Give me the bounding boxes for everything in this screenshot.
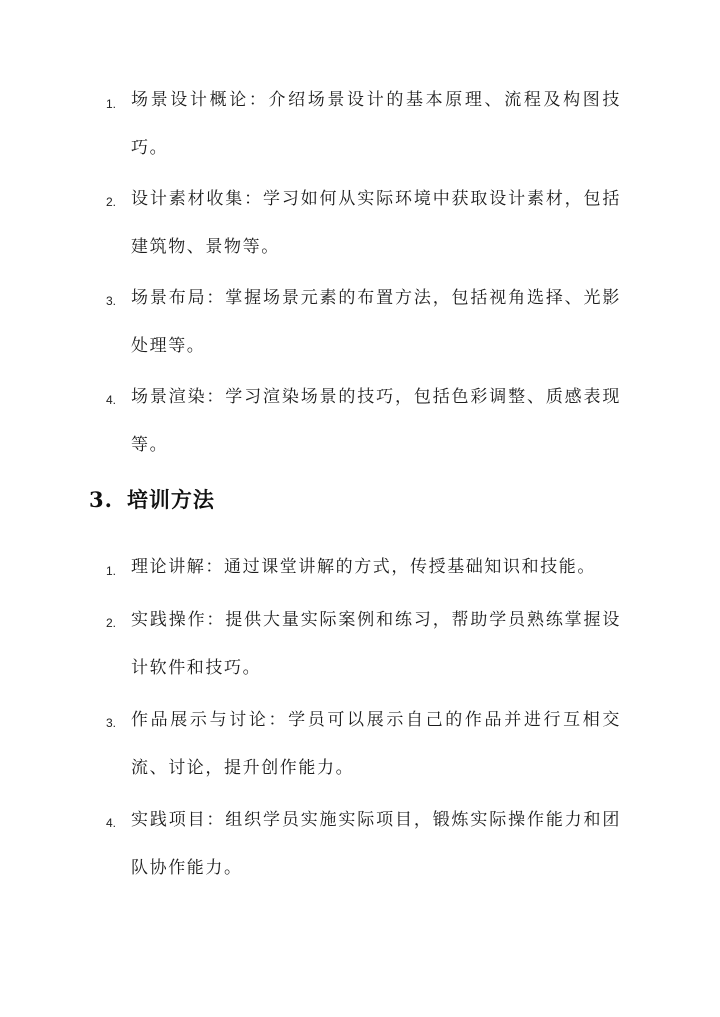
list-item-number: 1.	[106, 97, 117, 111]
section-heading	[89, 484, 215, 514]
list-item-number: 2.	[106, 195, 117, 209]
list-item-text: 理论讲解：通过课堂讲解的方式，传授基础知识和技能。	[131, 557, 596, 577]
section-title: 培训方法	[126, 487, 215, 512]
list-item-number: 3.	[106, 716, 117, 730]
list-item-text: 场景设计概论：介绍场景设计的基本原理、流程及构图技巧。	[131, 90, 621, 158]
list-item-number: 2.	[106, 616, 117, 630]
list-item-text: 设计素材收集：学习如何从实际环境中获取设计素材，包括建筑物、景物等。	[131, 189, 621, 257]
list-item-number: 4.	[106, 816, 117, 830]
list-item-text: 场景渲染：学习渲染场景的技巧，包括色彩调整、质感表现等。	[131, 387, 621, 455]
list-item-number: 3.	[106, 294, 117, 308]
list-item-text: 实践操作：提供大量实际案例和练习，帮助学员熟练掌握设计软件和技巧。	[131, 610, 621, 678]
list-item-text: 场景布局：掌握场景元素的布置方法，包括视角选择、光影处理等。	[131, 288, 621, 356]
list-item-number: 4.	[106, 393, 117, 407]
list-item-text: 实践项目：组织学员实施实际项目，锻炼实际操作能力和团队协作能力。	[131, 810, 621, 878]
list-item-text: 作品展示与讨论：学员可以展示自己的作品并进行互相交流、讨论，提升创作能力。	[131, 710, 621, 778]
list-item-number: 1.	[106, 564, 117, 578]
section-number: 3.	[89, 487, 113, 512]
